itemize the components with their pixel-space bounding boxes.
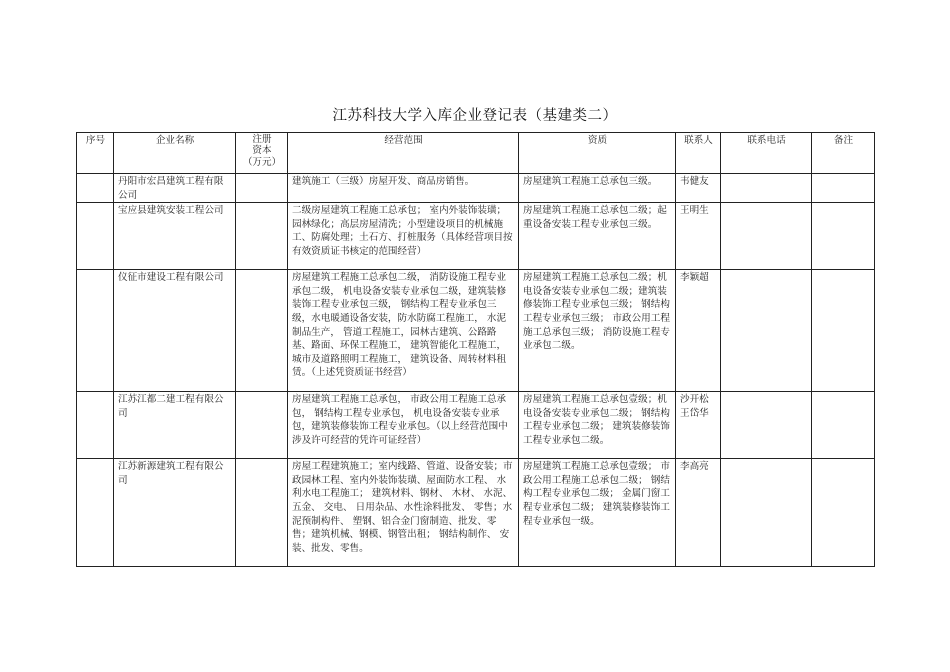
cell-contact: 李颖超 (676, 270, 721, 392)
col-header-contact: 联系人 (676, 133, 721, 174)
cell-business-scope: 房屋建筑工程施工总承包， 市政公用工程施工总承包， 钢结构工程专业承包， 机电设备安装专业承包，建筑装修装饰工程专业承包。（以上经营范围中涉及许可经营的凭许可证经营） (288, 392, 519, 459)
col-header-scope: 经营范围 (288, 133, 519, 174)
table-header-row (77, 133, 875, 174)
cell-phone (721, 459, 812, 567)
table-row (77, 392, 875, 459)
cell-company-name: 江苏江都二建工程有限公司 (114, 392, 236, 459)
col-header-capital: 注册 资本 （万元） (236, 133, 288, 174)
col-header-name: 企业名称 (114, 133, 236, 174)
cell-contact: 王明生 (676, 203, 721, 270)
enterprise-registration-table (76, 132, 875, 567)
cell-contact: 沙开松 王岱华 (676, 392, 721, 459)
col-header-remark: 备注 (812, 133, 875, 174)
col-header-phone: 联系电话 (721, 133, 812, 174)
cell-capital (236, 270, 288, 392)
col-header-no: 序号 (77, 133, 114, 174)
cell-capital (236, 203, 288, 270)
table-row (77, 203, 875, 270)
cell-phone (721, 203, 812, 270)
cell-business-scope: 房屋工程建筑施工；室内线路、管道、设备安装；市政园林工程、室内外装饰装璜、屋面防水工程、 水利水电工程施工； 建筑材料、钢材、 木材、 水泥、 五金、 交电、 日用杂品、水性涂料批发、 零售；水泥预制构件、 塑钢、铝合金门窗制造、批发、零售；建筑机械、钢模、钢管出租； 钢结构制作、 安装、批发、零售。 (288, 459, 519, 567)
cell-company-name: 丹阳市宏昌建筑工程有限公司 (114, 174, 236, 203)
cell-capital (236, 459, 288, 567)
cell-qualification: 房屋建筑工程施工总承包二级；机电设备安装专业承包二级；建筑装修装饰工程专业承包三级； 钢结构工程专业承包三级； 市政公用工程施工总承包三级； 消防设施工程专业承包二级。 (519, 270, 676, 392)
cell-contact: 韦健友 (676, 174, 721, 203)
cell-phone (721, 270, 812, 392)
cell-company-name: 宝应县建筑安装工程公司 (114, 203, 236, 270)
cell-qualification: 房屋建筑工程施工总承包三级。 (519, 174, 676, 203)
cell-remark (812, 270, 875, 392)
cell-company-name: 仪征市建设工程有限公司 (114, 270, 236, 392)
col-header-qualification: 资质 (519, 133, 676, 174)
page-title: 江苏科技大学入库企业登记表（基建类二） (332, 108, 618, 124)
cell-no (77, 270, 114, 392)
table-row (77, 270, 875, 392)
cell-capital (236, 392, 288, 459)
cell-no (77, 203, 114, 270)
cell-qualification: 房屋建筑工程施工总承包壹级；机电设备安装专业承包二级； 钢结构工程专业承包二级； 建筑装修装饰工程专业承包二级。 (519, 392, 676, 459)
cell-qualification: 房屋建筑工程施工总承包二级；起重设备安装工程专业承包三级。 (519, 203, 676, 270)
cell-no (77, 392, 114, 459)
cell-remark (812, 392, 875, 459)
cell-qualification: 房屋建筑工程施工总承包壹级； 市政公用工程施工总承包二级； 钢结构工程专业承包二级； 金属门窗工程专业承包二级； 建筑装修装饰工程专业承包一级。 (519, 459, 676, 567)
cell-remark (812, 203, 875, 270)
table-row (77, 174, 875, 203)
cell-remark (812, 459, 875, 567)
cell-business-scope: 建筑施工（三级）房屋开发、商品房销售。 (288, 174, 519, 203)
cell-no (77, 459, 114, 567)
cell-business-scope: 二级房屋建筑工程施工总承包； 室内外装饰装璜；园林绿化；高层房屋清洗；小型建设项目的机械施工、防腐处理；土石方、打桩服务（具体经营项目按有效资质证书核定的范围经营） (288, 203, 519, 270)
cell-no (77, 174, 114, 203)
cell-business-scope: 房屋建筑工程施工总承包二级， 消防设施工程专业承包二级， 机电设备安装专业承包二级，建筑装修装饰工程专业承包三级， 钢结构工程专业承包三级，水电暖通设备安装，防水防腐工程施工， 水泥制品生产， 管道工程施工，园林古建筑、公路路基、路面、环保工程施工， 建筑智能化工程施工， 城市及道路照明工程施工， 建筑设备、周转材料租赁。（上述凭资质证书经营） (288, 270, 519, 392)
table-row (77, 459, 875, 567)
cell-phone (721, 174, 812, 203)
cell-contact: 李高亮 (676, 459, 721, 567)
cell-phone (721, 392, 812, 459)
cell-capital (236, 174, 288, 203)
cell-remark (812, 174, 875, 203)
cell-company-name: 江苏新源建筑工程有限公司 (114, 459, 236, 567)
